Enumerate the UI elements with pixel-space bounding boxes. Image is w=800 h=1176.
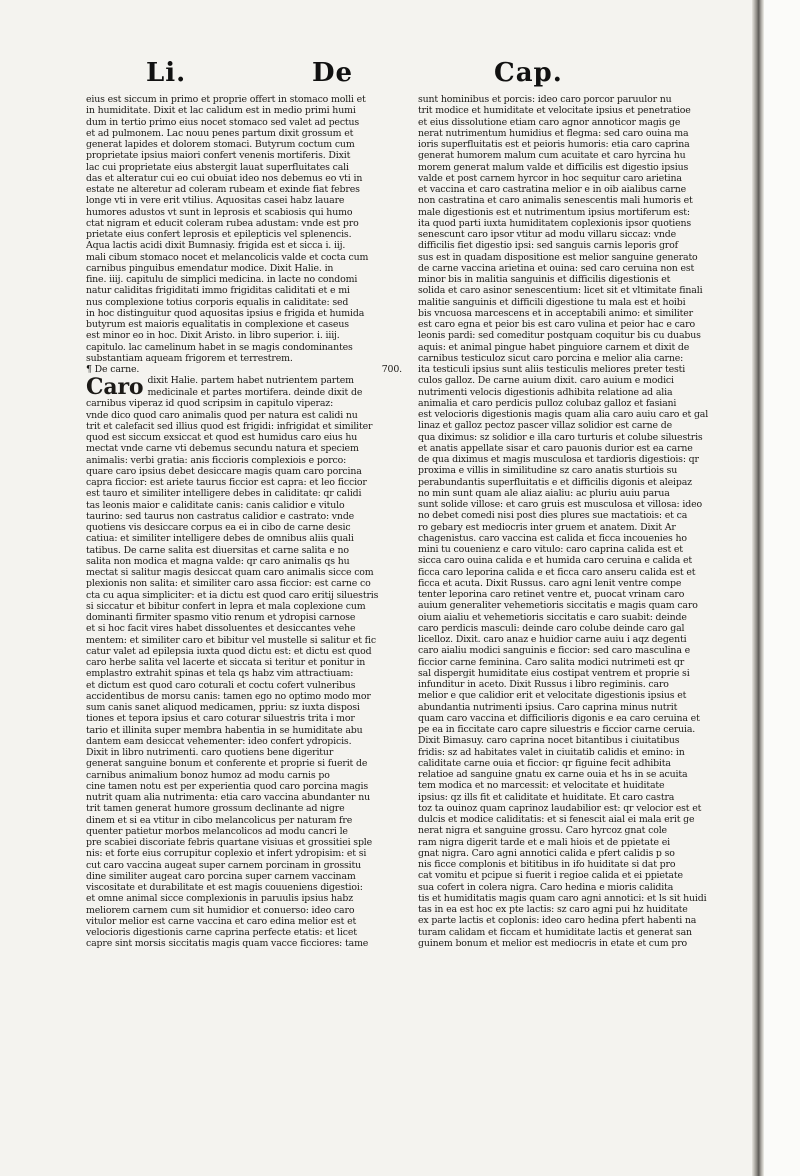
- text-line: trit modice et humiditate et velocitate ipsius et penetratioe: [418, 105, 691, 117]
- text-line: viscositate et durabilitate et est magis couueniens digestioi:: [86, 882, 363, 893]
- text-line: generat lapides et dolorem stomaci. Butyrum coctum cum: [86, 139, 355, 150]
- text-line: melior e que calidior erit et velocitate digestionis ipsius et: [418, 690, 687, 702]
- text-line: guinem bonum et melior est mediocris in etate et cum pro: [418, 937, 688, 949]
- text-line: cut caro vaccina augeat super carnem porcinam in grossitu: [86, 859, 362, 871]
- text-line: mentem: et similiter caro et bibitur vel mustelle si salitur et fic: [86, 634, 376, 646]
- text-line: et si hoc facit vires habet dissoluentes et desiccantes vehe: [86, 623, 356, 635]
- text-line: carnibus animalium bonoz humoz ad modu carnis po: [86, 769, 330, 781]
- text-line: malitie sanguinis et difficili digestione tu mala est et hoibi: [418, 296, 686, 308]
- text-line: generat humorem malum cum acuitate et caro hyrcina hu: [418, 150, 686, 162]
- text-line: dine similiter augeat caro porcina super carnem vaccinam: [86, 870, 356, 882]
- book-spine-edge: [752, 0, 764, 1176]
- text-line: in hoc distinguitur quod aquositas ipsius e frigida et humida: [86, 307, 365, 319]
- text-line: vitulor melior est carne vaccina et caro edina melior est et: [86, 915, 357, 927]
- text-line: fridis: sz ad habitates valet in ciuitatib calidis et emino: in: [418, 746, 685, 758]
- text-line: licelloz. Dixit. caro anaz e huidior carne auiu i aqz degenti: [418, 634, 687, 645]
- text-line: accidentibus de morsu canis: tamen ego no optimo modo mor: [86, 690, 371, 702]
- text-line: dulcis et modice caliditatis: et si fenescit aial ei mala erit ge: [418, 814, 695, 825]
- text-line: catur valet ad epilepsia iuxta quod dictu est: et dictu est quod: [86, 645, 372, 657]
- text-line: cine tamen notu est per experientia quod caro porcina magis: [86, 780, 369, 792]
- text-line: sus est in quadam dispositione est melior sanguine generato: [418, 251, 698, 263]
- text-line: Dixit Bimasuy. caro caprina nocet bitantibus i ciuitatibus: [418, 735, 680, 747]
- text-line: pe ea in ficcitate caro capre siluestris e ficcior carne ceruia.: [418, 724, 696, 735]
- text-line: ex parte lactis et coplonis: ideo caro hedina pfert habenti na: [418, 915, 697, 927]
- text-line: estate ne alteretur ad coleram rubeam et exinde fiat febres: [86, 184, 360, 195]
- text-line: est minor eo in hoc. Dixit Aristo. in libro superior. i. iiij.: [86, 330, 340, 342]
- text-line: ioris superfluitatis est et peioris humoris: etia caro caprina: [418, 139, 690, 150]
- text-line: humores adustos vt sunt in leprosis et scabiosis qui humo: [86, 206, 353, 218]
- page-margin-edge: [764, 0, 800, 1176]
- text-line: mectat si salitur magis desiccat quam caro animalis sicce com: [86, 567, 374, 578]
- text-line: cat vomitu et pcipue si fuerit i regioe calida et ei ppietate: [418, 870, 683, 882]
- text-line: tatibus. De carne salita est diuersitas et carne salita e no: [86, 544, 349, 556]
- text-line: no min sunt quam ale aliaz aialiu: ac pluriu auiu parua: [418, 487, 670, 499]
- text-line: emplastro extrahit spinas et tela qs habz vim attractiuam:: [86, 668, 354, 680]
- text-line: oium aialiu et vehemetioris siccitatis e caro suabit: deinde: [418, 611, 687, 623]
- text-line: ram nigra digerit tarde et e mali hiois et de ppietate ei: [418, 836, 670, 848]
- text-line: dinem et si ea vtitur in cibo melancolicus per naturam fre: [86, 814, 353, 826]
- text-line: animalis: verbi gratia: anis ficcioris complexiois e porco:: [86, 454, 347, 466]
- text-line: eius est siccum in primo et proprie offert in stomaco molli et: [86, 94, 366, 105]
- text-line: nerat nigra et sanguine grossu. Caro hyrcoz gnat cole: [418, 825, 667, 837]
- text-line: sicca caro ouina calida e et humida caro ceruina e calida et: [418, 555, 692, 567]
- text-line: gnat nigra. Caro agni annotici calida e pfert calidis p so: [418, 847, 675, 859]
- text-line: linaz et galloz pectoz pascer villaz solidior est carne de: [418, 420, 672, 432]
- text-line: morem generat malum valde et difficilis est digestio ipsius: [418, 161, 689, 173]
- text-line: caro aialiu modici sanguinis e ficcior: sed caro masculina e: [418, 645, 690, 657]
- text-line: ro gebary est mediocris inter gruem et anatem. Dixit Ar: [418, 521, 676, 533]
- left-column-top-text: [86, 94, 402, 364]
- text-line: tas leonis maior e caliditate canis: canis calidior e vitulo: [86, 499, 345, 511]
- text-line: mali cibum stomaco nocet et melancolicis valde et cocta cum: [86, 251, 369, 263]
- text-line: carnibus viperaz id quod scripsim in capitulo viperaz:: [86, 398, 334, 410]
- text-line: caro perdicis masculi: deinde caro colube deinde caro gal: [418, 622, 685, 634]
- text-line: carnibus pinguibus emendatur modice. Dixit Halie. in: [86, 262, 334, 274]
- text-line: et omne animal sicce complexionis in paruulis ipsius habz: [86, 893, 354, 905]
- text-line: solida et caro asinor senescentium: licet sit et vltimitate finali: [418, 285, 703, 297]
- text-line: nutrit quam alia nutrimenta: etia caro vaccina abundanter nu: [86, 792, 370, 803]
- text-line: toz ta ouinoz quam caprinoz laudabilior est: qr velocior est et: [418, 802, 702, 814]
- text-line: si siccatur et bibitur confert in lepra et mala coplexione cum: [86, 600, 366, 612]
- text-line: quare caro ipsius debet desiccare magis quam caro porcina: [86, 465, 362, 477]
- text-line: salita non modica et magna valde: qr caro animalis qs hu: [86, 555, 350, 567]
- text-line: fine. iiij. capitulu de simplici medicina. in lacte no condomi: [86, 274, 358, 285]
- text-line: leonis pardi: sed comeditur postquam coquitur bis cu duabus: [418, 330, 701, 342]
- text-line: ficca caro leporina calida e et ficca caro anseru calida est et: [418, 566, 696, 578]
- text-line: relatioe ad sanguine gnatu ex carne ouia et hs in se acuita: [418, 769, 688, 780]
- text-line: de carne vaccina arietina et ouina: sed caro ceruina non est: [418, 262, 695, 274]
- text-line: ctat nigram et educit coleram rubea adustam: vnde est pro: [86, 217, 359, 229]
- text-line: tem modica et no marcessit: et velocitate et huiditate: [418, 780, 665, 792]
- text-line: non castratina et caro animalis senescentis mali humoris et: [418, 195, 693, 207]
- text-line: nus complexione totius corporis equalis in caliditate: sed: [86, 296, 349, 308]
- text-line: Aqua lactis acidi dixit Bumnasiy. frigida est et sicca i. iij.: [86, 240, 346, 252]
- text-line: auium generaliter vehemetioris siccitatis e magis quam caro: [418, 600, 698, 612]
- rubric-heading: De carne.: [94, 364, 140, 375]
- text-line: quotiens vis desiccare corpus ea ei in cibo de carne desic: [86, 522, 351, 533]
- text-line: plexionis non salita: et similiter caro assa ficcior: est carne co: [86, 578, 371, 590]
- text-line: tas in ea est hoc ex pte lactis: sz caro agni pui hz huiditate: [418, 904, 688, 915]
- text-line: lac cui proprietate eius abstergit lauat superfluitates cali: [86, 161, 349, 173]
- text-line: perabundantis superfluitatis e et difficilis digonis et aleipaz: [418, 476, 692, 488]
- text-line: natur caliditas frigiditati immo frigiditas caliditati et e mi: [86, 285, 350, 297]
- rubric-marker-icon: ¶: [86, 364, 92, 375]
- text-line: generat sanguine bonum et conferente et proprie si fuerit de: [86, 758, 368, 770]
- text-line: dum in tertio primo eius nocet stomaco sed valet ad pectus: [86, 116, 360, 128]
- text-line: proxima e villis in similitudine sz caro anatis sturtiois su: [418, 465, 678, 477]
- text-line: taurino: sed taurus non castratus calidior e castrato: vnde: [86, 510, 355, 522]
- text-line: carnibus testiculoz sicut caro porcina e melior alia carne:: [418, 352, 684, 364]
- text-line: in humiditate. Dixit et lac calidum est in medio primi humi: [86, 105, 356, 117]
- text-line: butyrum est maioris equalitatis in complexione et caseus: [86, 319, 349, 330]
- text-line: dantem eam desiccat vehementer: ideo confert ydropicis.: [86, 735, 352, 747]
- text-line: culos galloz. De carne auium dixit. caro auium e modici: [418, 375, 674, 387]
- text-line: quod est siccum exsiccat et quod est humidus caro eius hu: [86, 432, 358, 443]
- left-text-column: [86, 94, 402, 950]
- text-line: nerat nutrimentum humidius et flegma: sed caro ouina ma: [418, 127, 689, 139]
- left-column-body-text: [86, 398, 402, 949]
- text-line: prietate eius confert leprosis et epilepticis vel splenencis.: [86, 229, 352, 240]
- text-line: capre sint morsis siccitatis magis quam vacce ficciores: tame: [86, 938, 369, 950]
- text-line: bis vncuosa marcescens et in acceptabili animo: et similiter: [418, 307, 694, 319]
- text-line: male digestionis est et nutrimentum ipsius mortiferum est:: [418, 206, 690, 218]
- text-line: capra ficcior: est ariete taurus ficcior est capra: et leo ficcior: [86, 477, 367, 488]
- text-line: valde et post carnem hyrcor in hoc sequitur caro arietina: [418, 172, 682, 184]
- text-line: trit et calefacit sed illius quod est frigidi: infrigidat et similiter: [86, 420, 373, 432]
- text-line: dixit Halie. partem habet nutrientem partem: [147, 375, 354, 387]
- running-head-left: Li.: [146, 58, 187, 88]
- text-line: medicinale et partes mortifera. deinde dixit de: [147, 386, 363, 398]
- right-column-body-text: [418, 94, 736, 949]
- text-line: et ad pulmonem. Lac nouu penes partum dixit grossum et: [86, 127, 354, 139]
- text-line: sum canis sanet aliquod medicamen, ppriu: sz iuxta disposi: [86, 702, 360, 713]
- text-line: proprietate ipsius maiori confert venenis mortiferis. Dixit: [86, 150, 351, 162]
- text-line: est caro egna et peior bis est caro vulina et peior hac e caro: [418, 319, 695, 330]
- text-line: nis ficce complonis et bititibus in ifo huiditate si dat pro: [418, 859, 676, 870]
- text-line: no debet comedi nisi post dies plures sue mactatiois: et ca: [418, 510, 688, 522]
- text-line: pre scabiei discoriate febris quartane visiuas et grossitiei sple: [86, 837, 373, 848]
- text-line: meliorem carnem cum sit humidior et conuerso: ideo caro: [86, 904, 355, 916]
- text-line: mectat vnde carne vti debemus secundu natura et speciem: [86, 443, 359, 455]
- text-line: nis: et forte eius corrupitur coplexio et infert ydropisim: et si: [86, 848, 367, 860]
- text-line: quenter patietur morbos melancolicos ad modu cancri le: [86, 825, 348, 837]
- text-line: tis et humiditatis magis quam caro agni annotici: et ls sit huidi: [418, 892, 707, 904]
- text-line: Dixit in libro nutrimenti. caro quotiens bene digeritur: [86, 747, 334, 758]
- caro-opening-lines: [147, 375, 362, 398]
- text-line: et eius dissolutione etiam caro agnor annoticor magis ge: [418, 116, 681, 128]
- right-text-column: [418, 94, 736, 949]
- text-line: catiua: et similiter intelligere debes de omnibus aliis quali: [86, 533, 354, 545]
- text-line: substantiam aqueam frigorem et terrestrem.: [86, 352, 293, 364]
- text-line: et anatis appellate sisar et caro pauonis durior est ea carne: [418, 442, 693, 454]
- text-line: de qua diximus et magis musculosa et tardioris digestiois: qr: [418, 454, 699, 465]
- text-line: tario et illinita super membra habentia in se humiditate abu: [86, 724, 363, 736]
- text-line: mini tu couenienz e caro vitulo: caro caprina calida est et: [418, 544, 683, 555]
- text-line: senescunt caro ipsor vtitur ad modu villaru siccaz: vnde: [418, 229, 676, 240]
- text-line: tenter leporina caro retinet ventre et, puocat vrinam caro: [418, 589, 685, 600]
- text-line: dominanti firmiter spasmo vitio renum et ydropisi carnose: [86, 612, 356, 623]
- text-line: chagenistus. caro vaccina est calida et ficca incouenies ho: [418, 532, 687, 544]
- text-line: difficilis fiet digestio ipsi: sed sanguis carnis leporis grof: [418, 240, 678, 252]
- text-line: abundantia nutrimenti ipsius. Caro caprina minus nutrit: [418, 701, 678, 713]
- text-line: ipsius: qz ills fit et caliditate et huiditate. Et caro castra: [418, 791, 675, 803]
- text-line: qua diximus: sz solidior e illa caro turturis et colube siluestris: [418, 431, 703, 443]
- caro-section-opening: [86, 374, 402, 401]
- text-line: capitulo. lac camelinum habet in se magis condominantes: [86, 341, 353, 353]
- text-line: longe vti in vere erit vtilius. Aquositas casei habz lauare: [86, 195, 345, 207]
- text-line: ficca et acuta. Dixit Russus. caro agni lenit ventre compe: [418, 577, 682, 589]
- text-line: trit tamen generat humore grossum declinante ad nigre: [86, 803, 345, 815]
- text-line: et vaccina et caro castratina melior e in oib aialibus carne: [418, 184, 687, 195]
- folio-number: 700.: [381, 364, 402, 375]
- text-line: vnde dico quod caro animalis quod per natura est calidi nu: [86, 409, 358, 421]
- text-line: sunt hominibus et porcis: ideo caro porcor paruulor nu: [418, 94, 672, 105]
- text-line: caro herbe salita vel lacerte et siccata si teritur et ponitur in: [86, 657, 366, 668]
- text-line: das et alteratur cui eo cui obuiat ideo nos debemus eo vti in: [86, 172, 363, 184]
- text-line: infunditur in aceto. Dixit Russus i libro regiminis. caro: [418, 679, 669, 690]
- text-line: ficcior carne feminina. Caro salita modici nutrimeti est qr: [418, 656, 685, 668]
- caro-initial: Caro: [86, 374, 144, 401]
- text-line: ita quod parti iuxta humiditatem coplexionis ipsor quotiens: [418, 217, 692, 229]
- text-line: tiones et tepora ipsius et caro coturar siluestris trita i mor: [86, 713, 355, 725]
- text-line: et dictum est quod caro coturali et coctu cofert vulneribus: [86, 679, 356, 691]
- text-line: nutrimenti velocis digestionis adhibita relatione ad alia: [418, 386, 673, 398]
- text-line: cta cu aqua simpliciter: et ia dictu est quod caro eritij siluestris: [86, 589, 379, 601]
- text-line: turam calidam et ficcam et humiditate lactis et generat san: [418, 926, 692, 938]
- text-line: est tauro et similiter intelligere debes in caliditate: qr calidi: [86, 488, 362, 500]
- text-line: sua cofert in colera nigra. Caro hedina e mioris calidita: [418, 881, 674, 893]
- text-line: sal dispergit humiditate eius costipat ventrem et proprie si: [418, 667, 690, 679]
- running-head-center: De: [312, 58, 354, 88]
- text-line: est velocioris digestionis magis quam alia caro auiu caro et gal: [418, 409, 709, 420]
- text-line: velocioris digestionis carne caprina perfecte etatis: et licet: [86, 927, 357, 938]
- running-head-right: Cap.: [494, 58, 563, 88]
- text-line: minor bis in malitia sanguinis et difficilis digestionis et: [418, 274, 671, 285]
- text-line: aquis: et animal pingue habet pinguiore carnem et dixit de: [418, 341, 690, 353]
- text-line: caliditate carne ouia et ficcior: qr figuine fecit adhibita: [418, 757, 671, 769]
- text-line: animalia et caro perdicis pulloz colubaz galloz et fasiani: [418, 397, 677, 409]
- text-line: sunt solide villose: et caro gruis est musculosa et villosa: ideo: [418, 499, 702, 510]
- text-line: ita testiculi ipsius sunt aliis testiculis meliores preter testi: [418, 364, 686, 375]
- text-line: quam caro vaccina et difficilioris digonis e ea caro ceruina et: [418, 712, 700, 724]
